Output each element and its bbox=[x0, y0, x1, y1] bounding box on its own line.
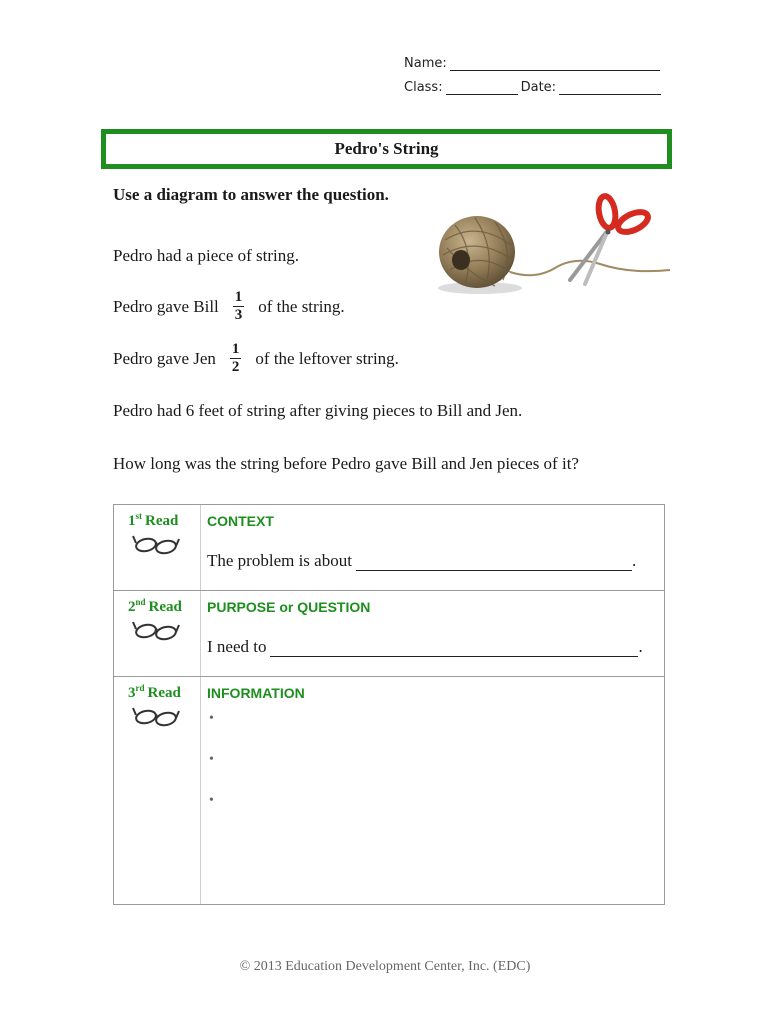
reading-glasses-icon bbox=[132, 619, 180, 641]
date-label: Date: bbox=[520, 80, 557, 95]
information-bullet-3[interactable]: • bbox=[209, 793, 214, 808]
problem-line-1: Pedro had a piece of string. bbox=[113, 246, 299, 265]
purpose-prompt bbox=[207, 637, 643, 657]
reading-glasses-icon bbox=[132, 533, 180, 555]
context-heading: CONTEXT bbox=[207, 513, 274, 529]
problem-line-3 bbox=[113, 341, 399, 376]
information-heading: INFORMATION bbox=[207, 685, 305, 701]
instruction: Use a diagram to answer the question. bbox=[113, 185, 389, 204]
string-and-scissors-illustration bbox=[425, 190, 675, 300]
class-label: Class: bbox=[404, 80, 443, 95]
read-number: 1 bbox=[128, 513, 136, 529]
three-reads-table bbox=[113, 504, 665, 905]
problem-line-4: Pedro had 6 feet of string after giving pieces to Bill and Jen. bbox=[113, 401, 523, 420]
line3-text-after: of the leftover string. bbox=[255, 348, 399, 368]
problem-question: How long was the string before Pedro gave Bill and Jen pieces of it? bbox=[113, 454, 579, 473]
purpose-period: . bbox=[638, 637, 643, 656]
purpose-answer-blank[interactable] bbox=[270, 641, 638, 657]
read-suffix: rd bbox=[135, 683, 145, 693]
fraction-numerator: 1 bbox=[231, 341, 240, 357]
reading-glasses-icon bbox=[132, 705, 180, 727]
fraction-denominator: 3 bbox=[234, 307, 243, 323]
read-word: Read bbox=[145, 513, 179, 529]
information-bullet-1[interactable]: • bbox=[209, 711, 214, 726]
first-read-row bbox=[114, 505, 664, 591]
fraction-one-third bbox=[233, 289, 245, 324]
column-divider bbox=[200, 677, 201, 904]
string-ball-icon bbox=[439, 216, 515, 288]
date-blank[interactable] bbox=[559, 81, 661, 95]
context-prompt-text: The problem is about bbox=[207, 551, 352, 570]
class-blank[interactable] bbox=[446, 81, 518, 95]
read-suffix: nd bbox=[135, 597, 146, 607]
read-number: 3 bbox=[128, 685, 136, 701]
column-divider bbox=[200, 591, 201, 676]
name-blank[interactable] bbox=[450, 57, 660, 71]
read-word: Read bbox=[148, 599, 182, 615]
name-label: Name: bbox=[404, 56, 447, 71]
purpose-heading: PURPOSE or QUESTION bbox=[207, 599, 371, 615]
title-box bbox=[101, 129, 672, 169]
page-title: Pedro's String bbox=[334, 139, 439, 158]
copyright-footer: © 2013 Education Development Center, Inc. (EDC) bbox=[239, 959, 531, 974]
read-word: Read bbox=[147, 685, 181, 701]
context-answer-blank[interactable] bbox=[356, 555, 632, 571]
context-prompt bbox=[207, 551, 636, 571]
second-read-label bbox=[128, 597, 182, 616]
problem-line-2 bbox=[113, 289, 345, 324]
line2-text-after: of the string. bbox=[258, 296, 345, 316]
purpose-prompt-text: I need to bbox=[207, 637, 267, 656]
third-read-row bbox=[114, 677, 664, 904]
line3-text-before: Pedro gave Jen bbox=[113, 348, 216, 368]
line2-text-before: Pedro gave Bill bbox=[113, 296, 219, 316]
first-read-label bbox=[128, 511, 178, 530]
read-suffix: st bbox=[135, 511, 142, 521]
name-row bbox=[404, 47, 664, 71]
column-divider bbox=[200, 505, 201, 590]
fraction-numerator: 1 bbox=[234, 289, 243, 305]
read-number: 2 bbox=[128, 599, 136, 615]
student-info bbox=[404, 47, 664, 95]
second-read-row bbox=[114, 591, 664, 677]
third-read-label bbox=[128, 683, 181, 702]
class-date-row bbox=[404, 71, 664, 95]
fraction-denominator: 2 bbox=[231, 359, 240, 375]
context-period: . bbox=[631, 551, 637, 570]
fraction-one-half bbox=[230, 341, 242, 376]
information-bullet-2[interactable]: • bbox=[209, 752, 214, 767]
